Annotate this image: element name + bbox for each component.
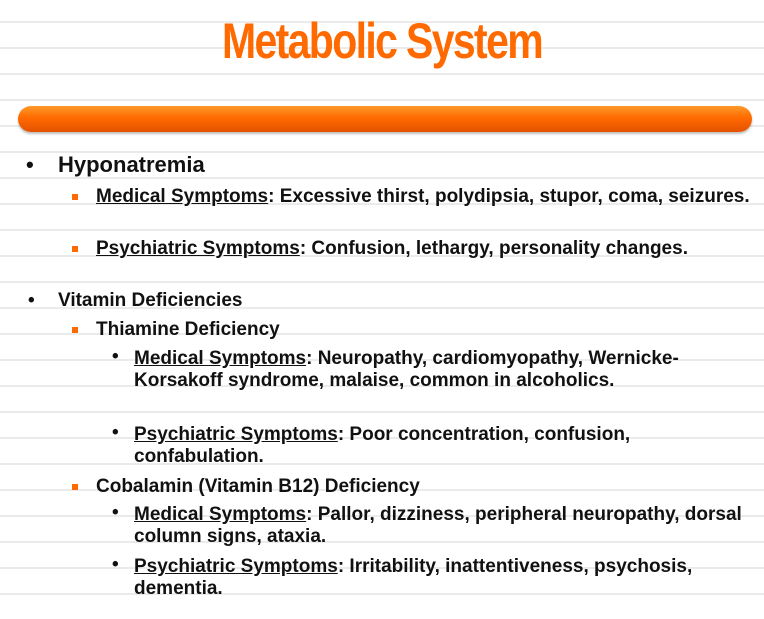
medical-symptoms-text: : Neuropathy, cardiomyopathy, Wernicke-Korsakoff syndrome, malaise, common in alcoholics. [134, 348, 679, 391]
medical-symptoms-label: Medical Symptoms [134, 348, 307, 369]
bullet-dot-icon: • [112, 346, 119, 367]
medical-symptoms-text: : Excessive thirst, polydipsia, stupor, coma, seizures. [268, 186, 750, 207]
bullet-dot-icon: • [112, 502, 119, 523]
square-bullet-icon [72, 484, 78, 490]
cobalamin-heading: Cobalamin (Vitamin B12) Deficiency [96, 476, 420, 497]
square-bullet-icon [72, 246, 78, 252]
bullet-dot-icon: • [112, 422, 119, 443]
psychiatric-symptoms-label: Psychiatric Symptoms [96, 238, 300, 259]
psychiatric-symptoms-text: : Confusion, lethargy, personality changes. [299, 238, 688, 259]
bullet-dot-icon: • [28, 290, 35, 311]
psychiatric-symptoms-text: : Irritability, inattentiveness, psychosis, dementia. [134, 556, 693, 599]
vitamin-heading: Vitamin Deficiencies [58, 290, 243, 311]
square-bullet-icon [72, 194, 78, 200]
medical-symptoms-label: Medical Symptoms [96, 186, 269, 207]
medical-symptoms-text: : Pallor, dizziness, peripheral neuropathy, dorsal column signs, ataxia. [134, 504, 742, 547]
square-bullet-icon [72, 327, 78, 333]
bullet-dot-icon: • [26, 152, 34, 177]
hyponatremia-heading: Hyponatremia [58, 152, 205, 177]
medical-symptoms-label: Medical Symptoms [134, 504, 307, 525]
bullet-dot-icon: • [112, 554, 119, 575]
thiamine-heading: Thiamine Deficiency [96, 319, 280, 340]
psychiatric-symptoms-label: Psychiatric Symptoms [134, 556, 338, 577]
psychiatric-symptoms-text: : Poor concentration, confusion, confabulation. [134, 424, 631, 467]
psychiatric-symptoms-label: Psychiatric Symptoms [134, 424, 338, 445]
slide-title: Metabolic System [221, 13, 543, 69]
